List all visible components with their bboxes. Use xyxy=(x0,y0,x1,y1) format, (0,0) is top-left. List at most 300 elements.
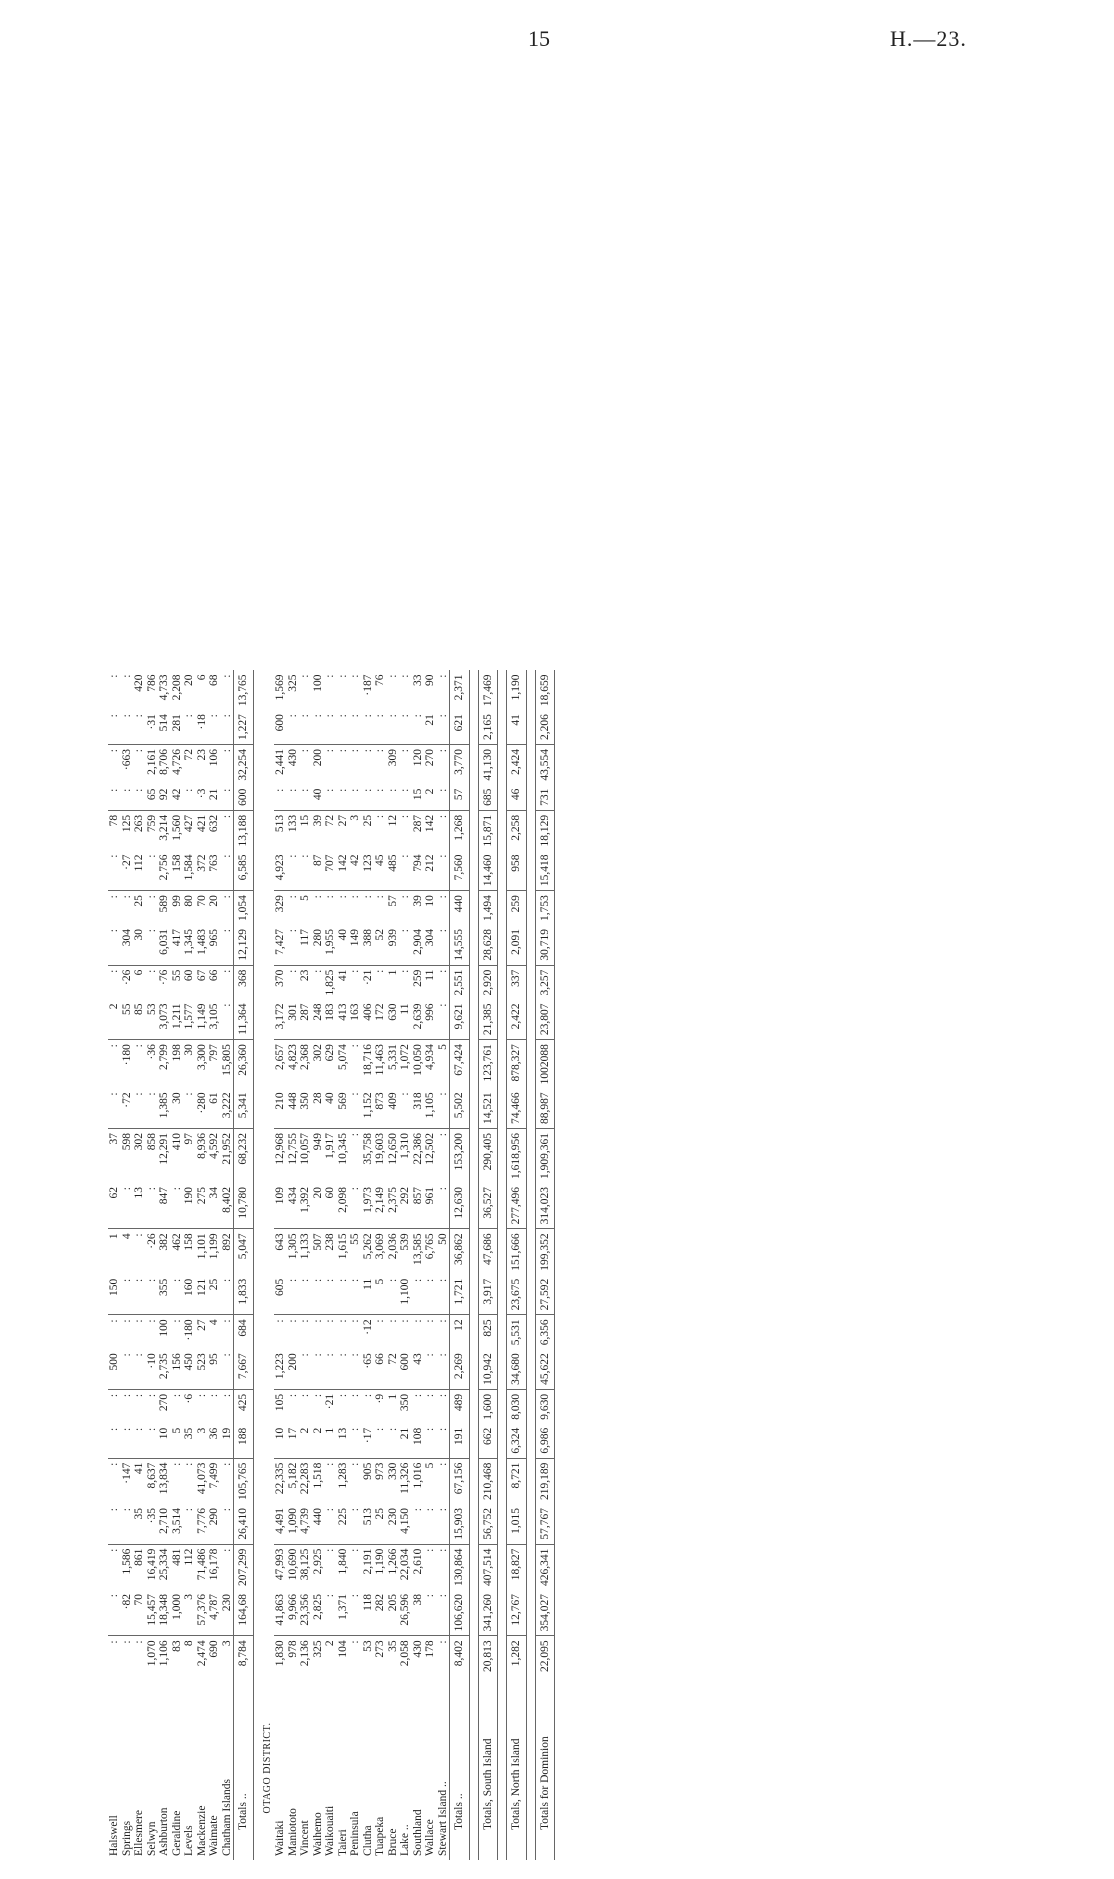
table-cell: 6 xyxy=(133,969,145,976)
table-row xyxy=(362,671,375,1861)
table-cell: : xyxy=(145,1393,158,1398)
table-cell: 178 xyxy=(424,1640,436,1658)
table-cell: : xyxy=(121,1504,134,1544)
table-cell: 1,577 xyxy=(183,1000,196,1040)
table-cell: 14,555 xyxy=(450,925,470,965)
table-cell: 462 xyxy=(170,1233,183,1251)
table-cell: 302 xyxy=(133,1133,145,1151)
table-cell: : xyxy=(183,1504,196,1544)
table-cell: 1,973 xyxy=(362,1183,375,1229)
table-cell: 605 xyxy=(274,1275,287,1315)
table-cell: 13,585 xyxy=(411,1233,424,1265)
table-cell: : xyxy=(437,710,450,744)
table-cell: 3,073 xyxy=(158,1000,171,1040)
table-cell: 4,592 xyxy=(208,1133,220,1159)
table-cell: 892 xyxy=(220,1233,233,1251)
table-cell: : xyxy=(399,674,411,678)
table-cell: 500 xyxy=(108,1349,121,1389)
table-cell: 71,486 xyxy=(195,1548,208,1581)
table-cell: : xyxy=(399,851,412,891)
table-cell: 2,756 xyxy=(158,851,171,891)
table-cell: : xyxy=(120,1640,133,1644)
table-cell: : xyxy=(349,1133,361,1137)
table-cell: 18,129 xyxy=(535,810,555,850)
table-cell: 2,058 xyxy=(399,1640,411,1667)
table-cell: : xyxy=(133,1044,145,1048)
table-cell: 440 xyxy=(450,891,470,925)
table-cell: 4,934 xyxy=(424,1044,436,1070)
table-cell: : xyxy=(108,710,121,744)
table-cell: 17 xyxy=(287,1424,300,1458)
table-cell: 1,015 xyxy=(507,1504,527,1544)
table-cell: 4 xyxy=(120,1233,133,1240)
table-cell: : xyxy=(387,1424,400,1458)
table-cell: : xyxy=(220,969,233,973)
table-cell: : xyxy=(349,749,361,753)
table-cell: 1,569 xyxy=(274,674,286,701)
table-cell: 23,356 xyxy=(299,1590,312,1636)
totals-row xyxy=(234,671,254,1861)
row-label: Chatham Islands xyxy=(220,1779,233,1856)
table-cell: 8,936 xyxy=(195,1133,208,1159)
table-cell: 123,761 xyxy=(478,1040,498,1089)
table-cell: 46 xyxy=(507,785,527,811)
table-cell: : xyxy=(220,1462,233,1466)
table-cell: : xyxy=(349,1088,362,1128)
table-cell: 33 xyxy=(411,674,424,686)
table-cell: : xyxy=(386,674,399,678)
table-cell: : xyxy=(349,710,362,744)
table-cell: 40 xyxy=(312,785,325,811)
table-cell: 22,283 xyxy=(299,1462,311,1495)
table-cell: 2,657 xyxy=(274,1044,286,1070)
table-cell: 6,356 xyxy=(535,1315,555,1349)
table-cell: : xyxy=(436,1393,449,1398)
table-cell: 685 xyxy=(478,785,498,811)
table-cell: : xyxy=(437,785,450,811)
table-cell: 3,300 xyxy=(195,1044,208,1070)
table-cell: 797 xyxy=(208,1044,220,1062)
table-cell: 2,036 xyxy=(386,1233,399,1260)
table-cell: : xyxy=(287,925,300,965)
table-cell: : xyxy=(324,674,336,678)
table-cell: 56,752 xyxy=(478,1504,498,1544)
table-cell: : xyxy=(336,749,349,753)
table-cell: 57 xyxy=(450,785,470,811)
table-cell: 2,904 xyxy=(412,925,425,965)
table-cell: 1,070 xyxy=(145,1640,158,1667)
table-cell: 434 xyxy=(287,1183,300,1229)
spacer-cell xyxy=(526,671,535,1861)
table-cell: ·180 xyxy=(183,1319,195,1341)
table-cell: : xyxy=(121,710,134,744)
table-cell: : xyxy=(324,1349,337,1389)
statistics-table xyxy=(108,671,555,1861)
table-cell: : xyxy=(108,1462,120,1466)
table-cell: 2,925 xyxy=(311,1548,324,1575)
table-cell: : xyxy=(108,851,121,891)
table-cell: 9,966 xyxy=(287,1590,300,1636)
table-row xyxy=(208,671,221,1861)
table-cell: 47,993 xyxy=(274,1548,286,1581)
table-cell: : xyxy=(424,1424,437,1458)
table-cell: : xyxy=(324,785,337,811)
table-cell: 368 xyxy=(234,965,254,999)
table-cell: 123 xyxy=(362,851,375,891)
table-cell: : xyxy=(374,785,387,811)
table-cell: : xyxy=(108,925,121,965)
table-cell: 27,592 xyxy=(535,1275,555,1315)
table-cell: 1 xyxy=(108,1233,120,1240)
table-cell: 270 xyxy=(424,749,436,767)
table-cell: 1,310 xyxy=(399,1133,411,1159)
row-label: Taieri xyxy=(336,1829,349,1856)
table-cell: 2,735 xyxy=(158,1349,171,1389)
table-cell: 7,776 xyxy=(196,1504,209,1544)
table-cell: : xyxy=(299,785,312,811)
table-cell: 1,072 xyxy=(399,1044,411,1070)
table-cell: 5 xyxy=(299,895,311,901)
table-cell: 2,269 xyxy=(450,1349,470,1389)
table-cell: 97 xyxy=(183,1133,195,1145)
table-cell: 12,129 xyxy=(234,925,254,965)
table-cell: 600 xyxy=(234,785,254,811)
table-cell: 3,172 xyxy=(274,1000,287,1040)
table-cell: 22,034 xyxy=(399,1548,411,1581)
table-cell: 632 xyxy=(208,814,220,833)
summary-row xyxy=(507,671,527,1861)
table-cell: 406 xyxy=(362,1000,375,1040)
table-cell: : xyxy=(437,1349,450,1389)
table-cell: 158 xyxy=(183,1233,195,1251)
table-cell: 10 xyxy=(158,1424,171,1458)
table-cell: : xyxy=(108,1088,121,1128)
table-cell: 318 xyxy=(412,1088,425,1128)
table-cell: 1,190 xyxy=(507,671,527,711)
table-cell: 120 xyxy=(411,749,424,767)
table-cell: 5 xyxy=(436,1044,449,1050)
table-cell: 11 xyxy=(424,969,436,981)
table-cell: 15,418 xyxy=(535,851,555,891)
table-cell: 13,188 xyxy=(234,810,254,850)
row-label: Waihemo xyxy=(311,1812,324,1856)
table-cell: 55 xyxy=(349,1233,361,1245)
table-cell: 2,098 xyxy=(337,1183,350,1229)
table-cell: 7,560 xyxy=(450,851,470,891)
table-cell: 10,050 xyxy=(411,1044,424,1076)
table-cell: : xyxy=(221,925,234,965)
table-cell: 325 xyxy=(286,674,299,692)
table-cell: 25 xyxy=(208,1275,221,1315)
table-cell: : xyxy=(399,710,412,744)
table-cell: 52 xyxy=(374,925,387,965)
table-cell: 523 xyxy=(196,1349,209,1389)
table-cell: 11,463 xyxy=(374,1044,386,1076)
table-cell: 183 xyxy=(324,1000,337,1040)
table-cell: 425 xyxy=(234,1389,254,1423)
table-cell: : xyxy=(362,785,375,811)
table-cell: 61 xyxy=(208,1088,221,1128)
table-cell: 38,125 xyxy=(299,1548,311,1581)
table-cell: 10,345 xyxy=(336,1133,349,1165)
table-cell: : xyxy=(208,710,221,744)
table-cell: 57 xyxy=(386,895,399,907)
table-cell: 684 xyxy=(234,1315,254,1349)
table-cell: : xyxy=(133,749,145,753)
table-cell: 372 xyxy=(196,851,209,891)
table-cell: : xyxy=(337,785,350,811)
table-cell: : xyxy=(133,1640,145,1644)
table-cell: 2,799 xyxy=(158,1044,170,1070)
table-cell: 72 xyxy=(387,1349,400,1389)
row-label: Vincent xyxy=(299,1820,311,1856)
table-cell: 35 xyxy=(386,1640,399,1652)
table-cell: 1,100 xyxy=(399,1275,412,1315)
table-cell: 2,165 xyxy=(478,710,498,744)
table-cell: 409 xyxy=(387,1088,400,1128)
table-cell: : xyxy=(412,1275,425,1315)
table-cell: 10,057 xyxy=(299,1133,311,1165)
table-cell: 1,615 xyxy=(336,1233,349,1260)
table-cell: : xyxy=(221,785,234,811)
table-cell: 481 xyxy=(170,1548,183,1566)
table-cell: 1,371 xyxy=(337,1590,350,1636)
table-cell: 1,016 xyxy=(411,1462,424,1489)
table-cell: 190 xyxy=(183,1183,196,1229)
table-cell: 600 xyxy=(399,1349,412,1389)
table-cell: 3,257 xyxy=(535,965,555,999)
table-cell: 1,283 xyxy=(336,1462,349,1489)
table-cell: 10 xyxy=(274,1424,287,1458)
section-header-row xyxy=(253,671,274,1861)
table-cell: ·17 xyxy=(362,1424,375,1458)
table-cell: 142 xyxy=(337,851,350,891)
table-cell: 629 xyxy=(324,1044,336,1062)
table-cell: : xyxy=(121,785,134,811)
table-cell: 427 xyxy=(183,814,195,833)
table-cell: 643 xyxy=(274,1233,286,1251)
table-cell: 18,716 xyxy=(361,1044,374,1076)
table-cell: : xyxy=(146,1088,159,1128)
table-cell: 2,551 xyxy=(450,965,470,999)
table-cell: 1,105 xyxy=(424,1088,437,1128)
table-cell: : xyxy=(299,1393,311,1398)
table-cell: 259 xyxy=(411,969,424,987)
table-cell: : xyxy=(299,749,311,753)
row-label: Mackenzie xyxy=(195,1805,208,1856)
table-cell: 589 xyxy=(158,895,170,913)
table-cell: 68,232 xyxy=(234,1129,254,1184)
table-cell: : xyxy=(437,1590,450,1636)
table-cell: 3,917 xyxy=(478,1275,498,1315)
table-cell: 287 xyxy=(299,1000,312,1040)
table-cell: : xyxy=(424,1590,437,1636)
table-cell: 421 xyxy=(195,814,208,833)
table-cell: 55 xyxy=(121,1000,134,1040)
table-cell: : xyxy=(349,1548,361,1552)
table-cell: 1002088 xyxy=(535,1040,555,1089)
table-cell: 35 xyxy=(183,1424,196,1458)
table-row xyxy=(171,671,184,1861)
table-cell: : xyxy=(299,1275,312,1315)
table-cell: 341,260 xyxy=(478,1590,498,1636)
table-cell: 10 xyxy=(424,895,436,907)
table-cell: 6 xyxy=(195,674,208,681)
table-cell: 121 xyxy=(196,1275,209,1315)
table-cell: 3,105 xyxy=(208,1000,221,1040)
table-cell: 37 xyxy=(108,1133,120,1145)
table-cell: ·26 xyxy=(145,1233,158,1249)
table-cell: 5,047 xyxy=(234,1229,254,1275)
table-cell: : xyxy=(374,710,387,744)
table-cell: 5,341 xyxy=(234,1088,254,1128)
table-cell: 105 xyxy=(274,1393,286,1412)
table-cell: : xyxy=(133,785,146,811)
table-cell: 112 xyxy=(133,851,146,891)
table-cell: 158 xyxy=(171,851,184,891)
table-cell: 314,023 xyxy=(535,1183,555,1229)
table-cell: 2,258 xyxy=(507,810,527,850)
table-cell: 90 xyxy=(424,674,436,686)
table-cell: 28,628 xyxy=(478,925,498,965)
table-cell: 1,090 xyxy=(287,1504,300,1544)
table-cell: : xyxy=(195,1393,208,1398)
table-cell: 200 xyxy=(287,1349,300,1389)
table-cell: 41,863 xyxy=(274,1590,287,1636)
table-cell: 273 xyxy=(374,1640,386,1658)
table-cell: 87 xyxy=(312,851,325,891)
table-cell: 36,527 xyxy=(478,1183,498,1229)
table-cell: 707 xyxy=(324,851,337,891)
table-cell: : xyxy=(220,674,233,678)
table-cell: 12,968 xyxy=(274,1133,286,1165)
table-cell: : xyxy=(121,1275,134,1315)
table-cell: 280 xyxy=(312,925,325,965)
table-cell: : xyxy=(120,674,133,678)
table-cell: : xyxy=(436,1133,449,1137)
table-cell: : xyxy=(349,785,362,811)
table-cell: 440 xyxy=(312,1504,325,1544)
table-cell: 302 xyxy=(311,1044,324,1062)
table-cell: : xyxy=(108,1424,121,1458)
table-cell: 5,502 xyxy=(450,1088,470,1128)
table-cell: 1,909,361 xyxy=(535,1129,555,1184)
table-cell: : xyxy=(362,710,375,744)
table-cell: : xyxy=(108,1640,120,1644)
table-cell: 259 xyxy=(507,891,527,925)
table-cell: 41 xyxy=(133,1462,145,1475)
table-cell: 3,770 xyxy=(450,745,470,785)
table-cell: 4,491 xyxy=(274,1504,287,1544)
table-cell: 15,903 xyxy=(450,1504,470,1544)
table-body xyxy=(108,671,555,1861)
table-cell: : xyxy=(299,1349,312,1389)
table-cell: 106 xyxy=(208,749,220,767)
table-cell: : xyxy=(311,895,324,899)
table-cell: 67,424 xyxy=(450,1040,470,1089)
table-cell: 25 xyxy=(133,895,145,907)
table-cell: : xyxy=(374,969,386,973)
spacer-row xyxy=(498,671,507,1861)
table-cell: : xyxy=(412,710,425,744)
table-cell: 2,422 xyxy=(507,1000,527,1040)
table-cell: : xyxy=(171,1275,184,1315)
table-cell: 965 xyxy=(208,925,221,965)
table-cell: 21,952 xyxy=(220,1133,233,1165)
table-cell: 55 xyxy=(170,969,183,982)
table-cell: 2 xyxy=(424,785,437,811)
table-row xyxy=(221,671,234,1861)
table-cell: 309 xyxy=(386,749,399,767)
table-cell: 448 xyxy=(287,1088,300,1128)
table-cell: : xyxy=(336,895,349,899)
table-cell: 4,733 xyxy=(158,674,170,701)
table-cell: 106,620 xyxy=(450,1590,470,1636)
table-cell: 12 xyxy=(386,814,399,827)
table-cell: 5,074 xyxy=(336,1044,349,1070)
table-cell: 489 xyxy=(450,1389,470,1423)
table-cell: 25,334 xyxy=(158,1548,170,1581)
table-cell: 35,758 xyxy=(361,1133,374,1165)
table-cell: : xyxy=(133,1393,145,1398)
table-cell: 4,739 xyxy=(299,1504,312,1544)
table-cell: : xyxy=(299,1319,311,1323)
table-cell: 13,834 xyxy=(158,1462,170,1495)
table-cell: : xyxy=(349,1044,361,1048)
table-cell: : xyxy=(374,895,386,899)
table-cell: 118 xyxy=(362,1590,375,1636)
table-cell: 5,331 xyxy=(386,1044,399,1070)
table-cell: 39 xyxy=(311,814,324,827)
table-cell: 57,376 xyxy=(196,1590,209,1636)
table-cell: 21,385 xyxy=(478,1000,498,1040)
table-cell: : xyxy=(436,1462,449,1466)
table-cell: 1,282 xyxy=(507,1636,527,1676)
table-cell: 1,149 xyxy=(196,1000,209,1040)
table-cell: 996 xyxy=(424,1000,437,1040)
table-cell: : xyxy=(336,1393,349,1398)
table-cell: ·76 xyxy=(158,969,170,985)
table-cell: 3 xyxy=(349,814,361,821)
table-cell: 1,392 xyxy=(299,1183,312,1229)
table-cell: 153,200 xyxy=(450,1129,470,1184)
statistics-table-rotated xyxy=(108,80,728,1860)
table-cell: 513 xyxy=(362,1504,375,1544)
table-cell: 23 xyxy=(299,969,311,982)
table-cell: 2,710 xyxy=(158,1504,171,1544)
table-cell: 130,864 xyxy=(450,1544,470,1590)
table-cell: 12,502 xyxy=(424,1133,436,1165)
table-cell: : xyxy=(221,851,234,891)
table-cell: : xyxy=(171,1183,184,1229)
table-cell: : xyxy=(312,710,325,744)
table-cell: 794 xyxy=(412,851,425,891)
table-cell: 354,027 xyxy=(535,1590,555,1636)
table-cell: 68 xyxy=(208,674,220,686)
table-cell: : xyxy=(221,1504,234,1544)
table-cell: 407,514 xyxy=(478,1544,498,1590)
table-cell: : xyxy=(412,1504,425,1544)
table-cell: 12,291 xyxy=(158,1133,170,1165)
row-label: Tuapeka xyxy=(374,1816,386,1856)
table-cell: 786 xyxy=(145,674,158,692)
table-cell: : xyxy=(437,1000,450,1040)
table-cell: 5,531 xyxy=(507,1315,527,1349)
table-cell: : xyxy=(387,1275,400,1315)
table-cell: : xyxy=(399,895,411,899)
table-cell: 825 xyxy=(478,1315,498,1349)
table-cell: 112 xyxy=(183,1548,195,1566)
